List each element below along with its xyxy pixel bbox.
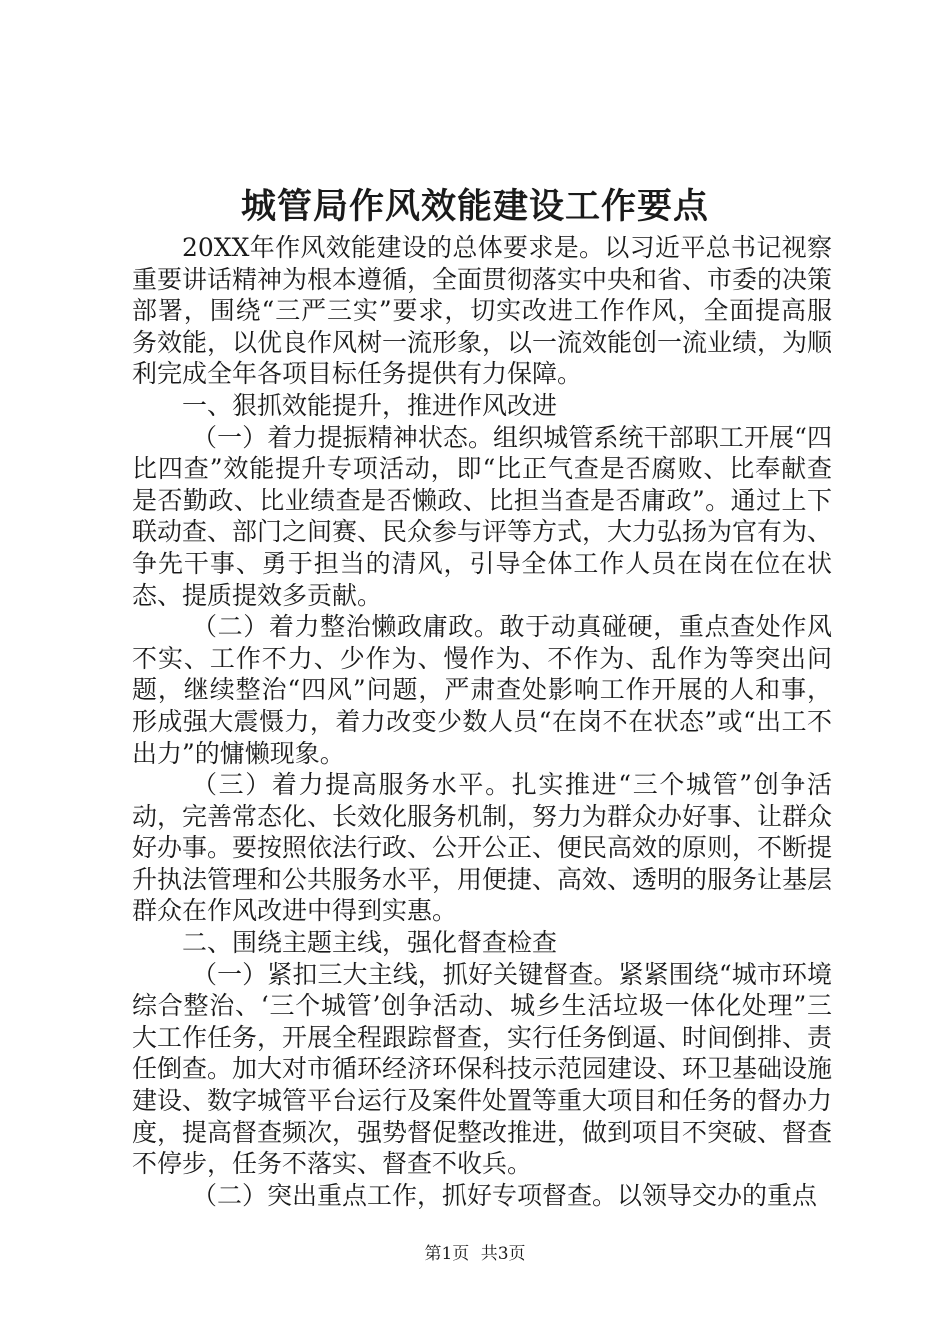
- intro-paragraph: 20XX年作风效能建设的总体要求是。以习近平总书记视察重要讲话精神为根本遵循，全面贯彻落实中央和省、市委的决策部署，围绕“三严三实”要求，切实改进工作作风，全面提高服务效能，以优良作风树一流形象，以一流效能创一流业绩，为顺利完成全年各项目标任务提供有力保障。: [132, 233, 833, 389]
- subsection-paragraph-2-2: （二）突出重点工作，抓好专项督查。以领导交办的重点: [192, 1180, 818, 1210]
- subsection-paragraph-1-3: （三）着力提高服务水平。扎实推进“三个城管”创争活动，完善常态化、长效化服务机制，努力为群众办好事、让群众好办事。要按照依法行政、公开公正、便民高效的原则，不断提升执法管理和公共服务水平，用便捷、高效、透明的服务让基层群众在作风改进中得到实惠。: [132, 770, 833, 926]
- section-heading-1: 一、狠抓效能提升，推进作风改进: [182, 390, 558, 420]
- section-heading-2: 二、围绕主题主线，强化督查检查: [182, 928, 558, 958]
- subsection-paragraph-1-2: （二）着力整治懒政庸政。敢于动真碰硬，重点查处作风不实、工作不力、少作为、慢作为、不作为、乱作为等突出问题，继续整治“四风”问题，严肃查处影响工作开展的人和事，形成强大震慑力，着力改变少数人员“在岗不在状态”或“出工不出力”的慵懒现象。: [132, 612, 832, 768]
- subsection-paragraph-1-1: （一）着力提振精神状态。组织城管系统干部职工开展“四比四查”效能提升专项活动，即“比正气查是否腐败、比奉献查是否勤政、比业绩查是否懒政、比担当查是否庸政”。通过上下联动查、部门之间赛、民众参与评等方式，大力弘扬为官有为、争先干事、勇于担当的清风，引导全体工作人员在岗在位在状态、提质提效多贡献。: [132, 422, 833, 610]
- subsection-paragraph-2-1: （一）紧扣三大主线，抓好关键督查。紧紧围绕“城市环境综合整治、‘三个城管’创争活动、城乡生活垃圾一体化处理”三大工作任务，开展全程跟踪督查，实行任务倒逼、时间倒排、责任倒查。加大对市循环经济环保科技示范园建设、环卫基础设施建设、数字城管平台运行及案件处置等重大项目和任务的督办力度，提高督查频次，强势督促整改推进，做到项目不突破、督查不停步，任务不落实、督查不收兵。: [132, 959, 833, 1179]
- page-total: 共3页: [480, 1244, 526, 1264]
- page-number: 第1页: [424, 1244, 470, 1264]
- page-footer: [0, 1242, 950, 1266]
- document-title: 城管局作风效能建设工作要点: [240, 186, 709, 227]
- document-body: [132, 232, 832, 1211]
